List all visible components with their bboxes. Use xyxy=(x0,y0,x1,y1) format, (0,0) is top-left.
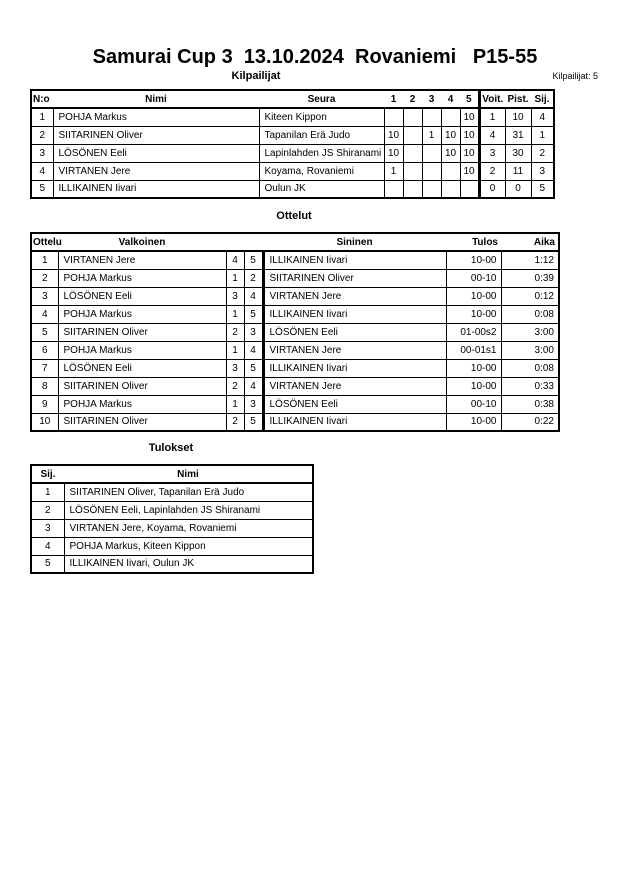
match-number: 4 xyxy=(31,305,58,323)
ottelut-header-row xyxy=(31,233,559,251)
score-cell-2 xyxy=(403,180,422,198)
match-result: 01-00s2 xyxy=(446,323,501,341)
header-round-5: 5 xyxy=(460,90,479,108)
final-place: 2 xyxy=(31,501,64,519)
header-final-name: Nimi xyxy=(64,465,313,483)
score-cell-5 xyxy=(460,180,479,198)
match-result: 10-00 xyxy=(446,377,501,395)
header-wins: Voit. xyxy=(479,90,505,108)
score-cell-4 xyxy=(441,180,460,198)
ottelut-section-title: Ottelut xyxy=(276,210,312,222)
white-competitor-name: LÖSÖNEN Eeli xyxy=(58,287,226,305)
white-competitor-number: 3 xyxy=(226,359,244,377)
white-competitor-number: 3 xyxy=(226,287,244,305)
match-row xyxy=(31,251,559,269)
match-number: 3 xyxy=(31,287,58,305)
competitor-name: VIRTANEN Jere xyxy=(53,162,259,180)
header-spacer xyxy=(244,233,263,251)
match-number: 8 xyxy=(31,377,58,395)
white-competitor-number: 2 xyxy=(226,413,244,431)
competitor-row xyxy=(31,144,554,162)
competitor-number: 5 xyxy=(31,180,53,198)
blue-competitor-name: VIRTANEN Jere xyxy=(263,377,446,395)
score-cell-1: 10 xyxy=(384,126,403,144)
match-time: 0:39 xyxy=(501,269,559,287)
match-row xyxy=(31,287,559,305)
header-time: Aika xyxy=(501,233,559,251)
blue-competitor-name: VIRTANEN Jere xyxy=(263,341,446,359)
competitors-count-label: Kilpailijat: 5 xyxy=(552,71,598,81)
match-result: 00-01s1 xyxy=(446,341,501,359)
tulokset-section-title: Tulokset xyxy=(148,442,194,454)
competitor-club: Koyama, Rovaniemi xyxy=(259,162,384,180)
score-cell-3 xyxy=(422,162,441,180)
match-time: 0:33 xyxy=(501,377,559,395)
white-competitor-name: POHJA Markus xyxy=(58,395,226,413)
blue-competitor-name: ILLIKAINEN Iivari xyxy=(263,251,446,269)
header-name: Nimi xyxy=(53,90,259,108)
blue-competitor-number: 2 xyxy=(244,269,263,287)
score-cell-2 xyxy=(403,108,422,126)
ottelut-table xyxy=(30,232,560,432)
tulokset-table xyxy=(30,464,314,574)
blue-competitor-number: 5 xyxy=(244,413,263,431)
white-competitor-name: POHJA Markus xyxy=(58,341,226,359)
score-cell-1: 1 xyxy=(384,162,403,180)
competitor-name: POHJA Markus xyxy=(53,108,259,126)
header-result: Tulos xyxy=(446,233,501,251)
points-cell: 31 xyxy=(505,126,531,144)
white-competitor-name: SIITARINEN Oliver xyxy=(58,413,226,431)
white-competitor-number: 1 xyxy=(226,269,244,287)
match-number: 2 xyxy=(31,269,58,287)
header-white: Valkoinen xyxy=(58,233,226,251)
competitor-number: 4 xyxy=(31,162,53,180)
score-cell-5: 10 xyxy=(460,108,479,126)
blue-competitor-name: VIRTANEN Jere xyxy=(263,287,446,305)
score-cell-2 xyxy=(403,144,422,162)
final-place: 1 xyxy=(31,483,64,501)
final-place: 3 xyxy=(31,519,64,537)
header-round-1: 1 xyxy=(384,90,403,108)
header-place: Sij. xyxy=(531,90,554,108)
points-cell: 0 xyxy=(505,180,531,198)
header-final-place: Sij. xyxy=(31,465,64,483)
place-cell: 5 xyxy=(531,180,554,198)
match-row xyxy=(31,359,559,377)
score-cell-1: 10 xyxy=(384,144,403,162)
match-time: 1:12 xyxy=(501,251,559,269)
kilpailijat-body xyxy=(31,108,554,198)
white-competitor-name: POHJA Markus xyxy=(58,269,226,287)
result-row xyxy=(31,501,313,519)
competitor-row xyxy=(31,126,554,144)
final-place: 4 xyxy=(31,537,64,555)
white-competitor-number: 1 xyxy=(226,305,244,323)
white-competitor-number: 1 xyxy=(226,341,244,359)
match-number: 7 xyxy=(31,359,58,377)
final-name-club: LÖSÖNEN Eeli, Lapinlahden JS Shiranami xyxy=(64,501,313,519)
score-cell-4 xyxy=(441,108,460,126)
ottelut-body xyxy=(31,251,559,431)
blue-competitor-number: 4 xyxy=(244,287,263,305)
score-cell-5: 10 xyxy=(460,162,479,180)
score-cell-5: 10 xyxy=(460,126,479,144)
competitor-row xyxy=(31,180,554,198)
blue-competitor-name: ILLIKAINEN Iivari xyxy=(263,305,446,323)
header-round-4: 4 xyxy=(441,90,460,108)
match-row xyxy=(31,395,559,413)
match-time: 0:08 xyxy=(501,359,559,377)
white-competitor-name: VIRTANEN Jere xyxy=(58,251,226,269)
score-cell-4: 10 xyxy=(441,126,460,144)
header-round-2: 2 xyxy=(403,90,422,108)
score-cell-1 xyxy=(384,108,403,126)
header-round-3: 3 xyxy=(422,90,441,108)
blue-competitor-number: 5 xyxy=(244,359,263,377)
score-cell-3 xyxy=(422,180,441,198)
points-cell: 30 xyxy=(505,144,531,162)
competitor-number: 3 xyxy=(31,144,53,162)
white-competitor-number: 2 xyxy=(226,377,244,395)
wins-cell: 0 xyxy=(479,180,505,198)
competitor-club: Tapanilan Erä Judo xyxy=(259,126,384,144)
blue-competitor-number: 4 xyxy=(244,341,263,359)
wins-cell: 2 xyxy=(479,162,505,180)
place-cell: 4 xyxy=(531,108,554,126)
competitor-row xyxy=(31,162,554,180)
place-cell: 3 xyxy=(531,162,554,180)
wins-cell: 4 xyxy=(479,126,505,144)
competitor-club: Oulun JK xyxy=(259,180,384,198)
match-row xyxy=(31,323,559,341)
result-row xyxy=(31,555,313,573)
match-number: 6 xyxy=(31,341,58,359)
final-place: 5 xyxy=(31,555,64,573)
match-number: 10 xyxy=(31,413,58,431)
competitor-number: 1 xyxy=(31,108,53,126)
white-competitor-name: POHJA Markus xyxy=(58,305,226,323)
match-result: 10-00 xyxy=(446,413,501,431)
score-cell-4 xyxy=(441,162,460,180)
header-no: N:o xyxy=(31,90,53,108)
match-time: 0:22 xyxy=(501,413,559,431)
match-time: 3:00 xyxy=(501,341,559,359)
final-name-club: ILLIKAINEN Iivari, Oulun JK xyxy=(64,555,313,573)
match-number: 5 xyxy=(31,323,58,341)
match-result: 00-10 xyxy=(446,395,501,413)
white-competitor-number: 4 xyxy=(226,251,244,269)
score-cell-3: 1 xyxy=(422,126,441,144)
white-competitor-name: SIITARINEN Oliver xyxy=(58,323,226,341)
match-result: 10-00 xyxy=(446,359,501,377)
header-match: Ottelu xyxy=(31,233,58,251)
final-name-club: VIRTANEN Jere, Koyama, Rovaniemi xyxy=(64,519,313,537)
competitor-name: LÖSÖNEN Eeli xyxy=(53,144,259,162)
place-cell: 2 xyxy=(531,144,554,162)
match-result: 10-00 xyxy=(446,287,501,305)
match-time: 0:38 xyxy=(501,395,559,413)
score-cell-2 xyxy=(403,126,422,144)
match-row xyxy=(31,377,559,395)
blue-competitor-number: 5 xyxy=(244,251,263,269)
header-spacer xyxy=(226,233,244,251)
white-competitor-name: SIITARINEN Oliver xyxy=(58,377,226,395)
competitor-row xyxy=(31,108,554,126)
tulokset-header-row xyxy=(31,465,313,483)
match-number: 9 xyxy=(31,395,58,413)
score-cell-4: 10 xyxy=(441,144,460,162)
competitor-club: Kiteen Kippon xyxy=(259,108,384,126)
score-cell-3 xyxy=(422,144,441,162)
page-title: Samurai Cup 3 13.10.2024 Rovaniemi P15-55 xyxy=(92,46,538,68)
blue-competitor-number: 4 xyxy=(244,377,263,395)
blue-competitor-name: ILLIKAINEN Iivari xyxy=(263,359,446,377)
kilpailijat-table xyxy=(30,89,555,199)
match-time: 0:12 xyxy=(501,287,559,305)
score-cell-3 xyxy=(422,108,441,126)
final-name-club: POHJA Markus, Kiteen Kippon xyxy=(64,537,313,555)
blue-competitor-name: SIITARINEN Oliver xyxy=(263,269,446,287)
match-row xyxy=(31,305,559,323)
competitor-club: Lapinlahden JS Shiranami xyxy=(259,144,384,162)
white-competitor-number: 1 xyxy=(226,395,244,413)
header-blue: Sininen xyxy=(263,233,446,251)
competitor-name: ILLIKAINEN Iivari xyxy=(53,180,259,198)
result-row xyxy=(31,519,313,537)
match-result: 10-00 xyxy=(446,251,501,269)
points-cell: 11 xyxy=(505,162,531,180)
blue-competitor-name: LÖSÖNEN Eeli xyxy=(263,395,446,413)
result-row xyxy=(31,537,313,555)
kilpailijat-header-row xyxy=(31,90,554,108)
wins-cell: 1 xyxy=(479,108,505,126)
final-name-club: SIITARINEN Oliver, Tapanilan Erä Judo xyxy=(64,483,313,501)
white-competitor-number: 2 xyxy=(226,323,244,341)
match-time: 3:00 xyxy=(501,323,559,341)
white-competitor-name: LÖSÖNEN Eeli xyxy=(58,359,226,377)
place-cell: 1 xyxy=(531,126,554,144)
match-time: 0:08 xyxy=(501,305,559,323)
blue-competitor-number: 3 xyxy=(244,323,263,341)
blue-competitor-name: LÖSÖNEN Eeli xyxy=(263,323,446,341)
match-number: 1 xyxy=(31,251,58,269)
points-cell: 10 xyxy=(505,108,531,126)
match-result: 00-10 xyxy=(446,269,501,287)
score-cell-1 xyxy=(384,180,403,198)
blue-competitor-number: 3 xyxy=(244,395,263,413)
kilpailijat-section-title: Kilpailijat xyxy=(231,70,281,82)
wins-cell: 3 xyxy=(479,144,505,162)
blue-competitor-number: 5 xyxy=(244,305,263,323)
header-club: Seura xyxy=(259,90,384,108)
tulokset-body xyxy=(31,483,313,573)
match-row xyxy=(31,341,559,359)
competitor-name: SIITARINEN Oliver xyxy=(53,126,259,144)
result-row xyxy=(31,483,313,501)
match-row xyxy=(31,269,559,287)
match-row xyxy=(31,413,559,431)
score-cell-2 xyxy=(403,162,422,180)
score-cell-5: 10 xyxy=(460,144,479,162)
match-result: 10-00 xyxy=(446,305,501,323)
competitor-number: 2 xyxy=(31,126,53,144)
header-points: Pist. xyxy=(505,90,531,108)
blue-competitor-name: ILLIKAINEN Iivari xyxy=(263,413,446,431)
